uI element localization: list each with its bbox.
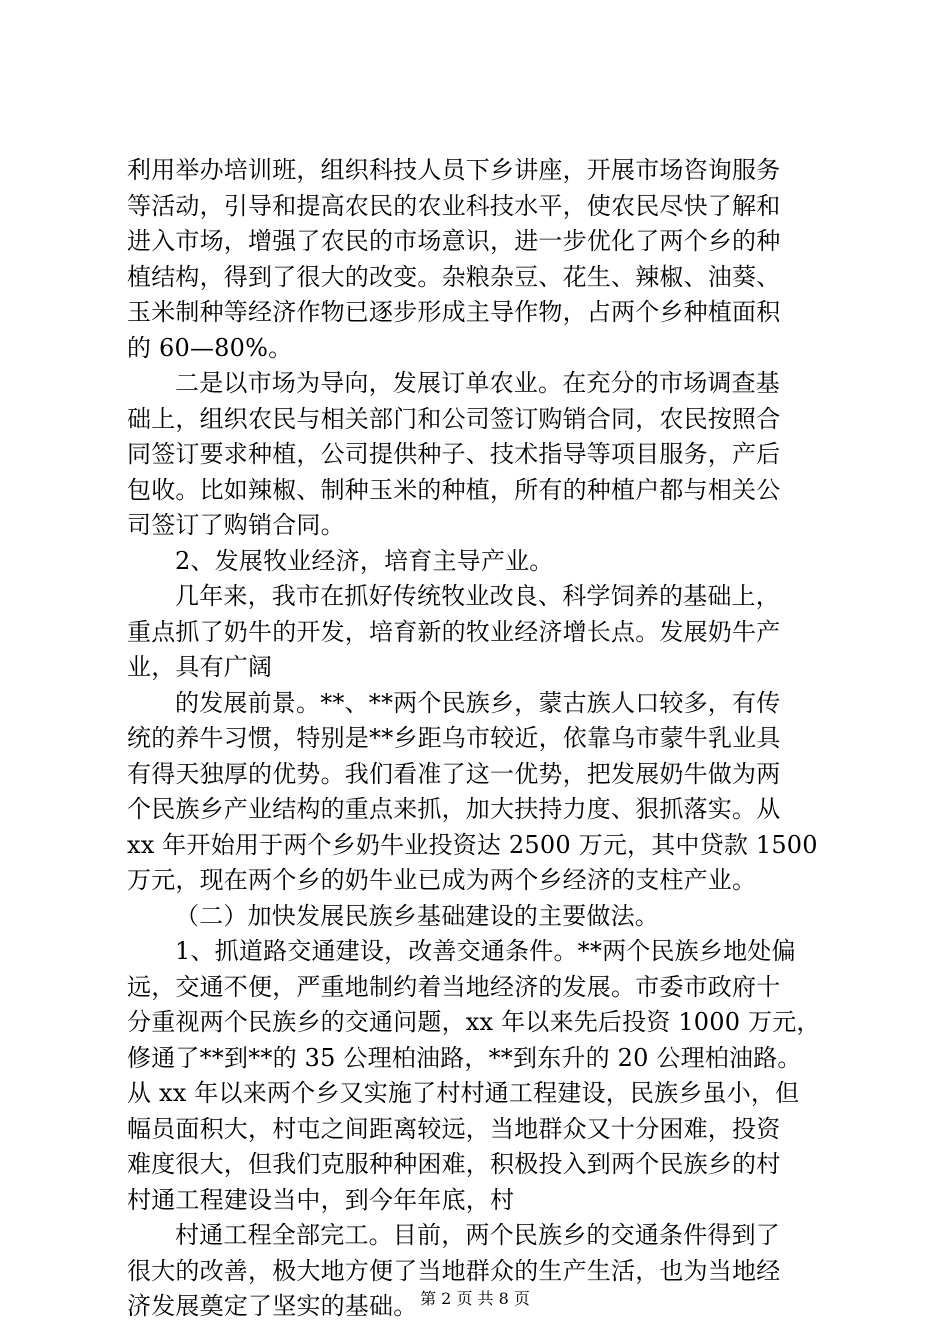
text-line: 分重视两个民族乡的交通问题，xx 年以来先后投资 1000 万元，: [127, 1008, 821, 1036]
text-line: 远，交通不便，严重地制约着当地经济的发展。市委市政府十: [127, 972, 781, 1001]
text-line: 幅员面积大，村屯之间距离较远，当地群众又十分困难，投资: [127, 1114, 781, 1143]
text-line: 同签订要求种植，公司提供种子、技术指导等项目服务，产后: [127, 440, 781, 468]
text-line: 统的养牛习惯，特别是**乡距乌市较近，依靠乌市蒙牛乳业具: [127, 724, 781, 752]
text-line: 有得天独厚的优势。我们看准了这一优势，把发展奶牛做为两: [127, 759, 781, 788]
page-footer: 第 2 页 共 8 页: [420, 1289, 530, 1308]
text-line: 济发展奠定了坚实的基础。: [127, 1292, 418, 1320]
text-line: xx 年开始用于两个乡奶牛业投资达 2500 万元，其中贷款 1500: [127, 830, 818, 859]
text-line: 业，具有广阔: [127, 653, 273, 681]
text-line: 1、抓道路交通建设，改善交通条件。**两个民族乡地处偏: [175, 937, 796, 965]
text-line: 的 60—80%。: [127, 333, 293, 362]
text-line: 万元，现在两个乡的奶牛业已成为两个乡经济的支柱产业。: [127, 866, 757, 894]
text-line: 二是以市场为导向，发展订单农业。在充分的市场调查基: [175, 369, 780, 397]
text-line: 难度很大，但我们克服种种困难，积极投入到两个民族乡的村: [127, 1150, 781, 1178]
section-heading: （二）加快发展民族乡基础建设的主要做法。: [175, 901, 659, 930]
text-line: 修通了**到**的 35 公理柏油路，**到东升的 20 公理柏油路。: [127, 1043, 802, 1072]
text-line: 的发展前景。**、**两个民族乡，蒙古族人口较多，有传: [175, 688, 781, 717]
section-heading: 2、发展牧业经济，培育主导产业。: [175, 546, 554, 575]
text-line: 重点抓了奶牛的开发，培育新的牧业经济增长点。发展奶牛产: [127, 617, 781, 646]
text-line: 从 xx 年以来两个乡又实施了村村通工程建设，民族乡虽小，但: [127, 1079, 800, 1107]
text-line: 等活动，引导和提高农民的农业科技水平，使农民尽快了解和: [127, 191, 781, 220]
text-line: 包收。比如辣椒、制种玉米的种植，所有的种植户都与相关公: [127, 475, 781, 504]
text-line: 个民族乡产业结构的重点来抓，加大扶持力度、狠抓落实。从: [127, 795, 781, 823]
text-line: 村通工程建设当中，到今年年底，村: [127, 1185, 515, 1214]
text-line: 很大的改善，极大地方便了当地群众的生产生活，也为当地经: [127, 1256, 781, 1285]
text-line: 司签订了购销合同。: [127, 511, 345, 539]
text-line: 植结构，得到了很大的改变。杂粮杂豆、花生、辣椒、油葵、: [127, 262, 781, 291]
text-line: 玉米制种等经济作物已逐步形成主导作物，占两个乡种植面积: [127, 298, 781, 326]
text-line: 几年来，我市在抓好传统牧业改良、科学饲养的基础上，: [175, 582, 780, 610]
text-line: 进入市场，增强了农民的市场意识，进一步优化了两个乡的种: [127, 227, 781, 255]
text-line: 利用举办培训班，组织科技人员下乡讲座，开展市场咨询服务: [127, 156, 781, 184]
text-line: 村通工程全部完工。目前，两个民族乡的交通条件得到了: [175, 1221, 780, 1249]
text-line: 础上，组织农民与相关部门和公司签订购销合同，农民按照合: [127, 404, 781, 433]
